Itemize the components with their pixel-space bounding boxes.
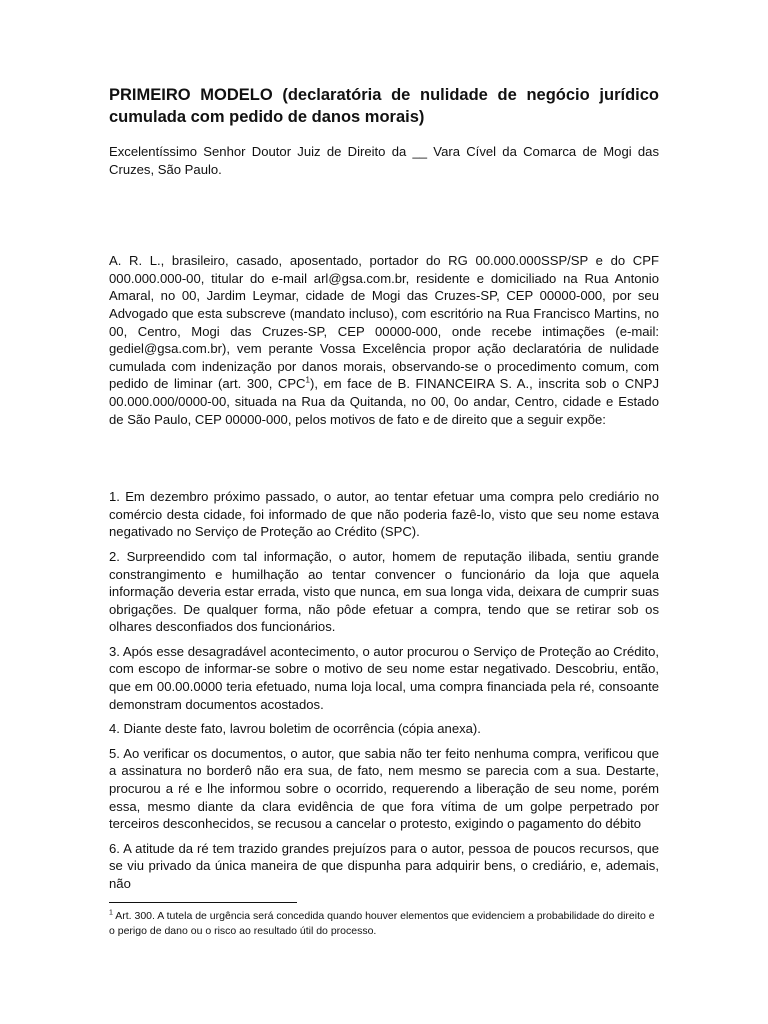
- paragraph-3: 3. Após esse desagradável acontecimento, o autor procurou o Serviço de Proteção ao Crédito, com escopo de informar-se sobre o motivo de seu nome estar negativado. Descobriu, então, que em 00.00.0000 teria efetuado, numa loja local, uma compra financiada pela ré, consoante demonstram documentos acostados.: [109, 643, 659, 712]
- document-title: PRIMEIRO MODELO (declaratória de nulidade de negócio jurídico cumulada com pedido de danos morais): [109, 86, 659, 126]
- footnote-area: [109, 902, 659, 938]
- paragraph-1: 1. Em dezembro próximo passado, o autor, ao tentar efetuar uma compra pelo crediário no comércio desta cidade, foi informado de que não poderia fazê-lo, visto que seu nome estava negativado no Serviço de Proteção ao Crédito (SPC).: [109, 489, 659, 540]
- paragraph-2: 2. Surpreendido com tal informação, o autor, homem de reputação ilibada, sentiu grande constrangimento e humilhação ao tentar convencer o funcionário da loja que aquela informação deveria estar errada, visto que nunca, em sua longa vida, deixara de cumprir suas obrigações. De qualquer forma, não pôde efetuar a compra, tendo que se retirar sob os olhares desconfiados dos funcionários.: [109, 548, 659, 635]
- intro-paragraph: [109, 252, 659, 428]
- paragraph-6: 6. A atitude da ré tem trazido grandes prejuízos para o autor, pessoa de poucos recursos, que se viu privado da única maneira de que dispunha para adquirir bens, o crediário, e, ademais, não: [109, 840, 659, 891]
- intro-text-end: ), em face de B. FINANCEIRA S. A., inscrita sob o CNPJ 00.000.000/0000-00, situada na Rua da Quitanda, no 00, 0o andar, Centro, cidade e Estado de São Paulo, CEP 00000-000, pelos motivos de fato e de direito que a seguir expõe:: [109, 376, 659, 427]
- document-page: [109, 84, 659, 900]
- footnote-separator: [109, 902, 297, 903]
- footnote-text: Art. 300. A tutela de urgência será concedida quando houver elementos que evidenciem a probabilidade do direito e o perigo de dano ou o risco ao resultado útil do processo.: [109, 910, 655, 937]
- footnote-mark: 1: [109, 909, 113, 917]
- footnote-reference[interactable]: 1: [305, 375, 310, 385]
- paragraph-5: 5. Ao verificar os documentos, o autor, que sabia não ter feito nenhuma compra, verificou que a assinatura no borderô não era sua, de fato, nem mesmo se parecia com a sua. Destarte, procurou a ré e lhe informou sobre o ocorrido, requerendo a liberação de seu nome, porém essa, mesmo diante da clara evidência de que fora vítima de um golpe perpetrado por terceiros desconhecidos, se recusou a cancelar o protesto, exigindo o pagamento do débito: [109, 745, 659, 832]
- paragraph-4: 4. Diante deste fato, lavrou boletim de ocorrência (cópia anexa).: [109, 721, 481, 737]
- footnote: [109, 909, 659, 938]
- intro-text-start: A. R. L., brasileiro, casado, aposentado, portador do RG 00.000.000SSP/SP e do CPF 000.000.000-00, titular do e-mail arl@gsa.com.br, residente e domiciliado na Rua Antonio Amaral, no 00, Jardim Leymar, cidade de Mogi das Cruzes-SP, CEP 00000-000, por seu Advogado que esta subscreve (mandato incluso), com escritório na Rua Francisco Martins, no 00, Centro, Mogi das Cruzes-SP, CEP 00000-000, onde recebe intimações (e-mail: gediel@gsa.com.br), vem perante Vossa Excelência propor ação declaratória de nulidade cumulada com indenização por danos morais, observando-se o procedimento comum, com pedido de liminar (art. 300, CPC: [109, 253, 659, 392]
- addressee: Excelentíssimo Senhor Doutor Juiz de Direito da __ Vara Cível da Comarca de Mogi das Cruzes, São Paulo.: [109, 144, 659, 177]
